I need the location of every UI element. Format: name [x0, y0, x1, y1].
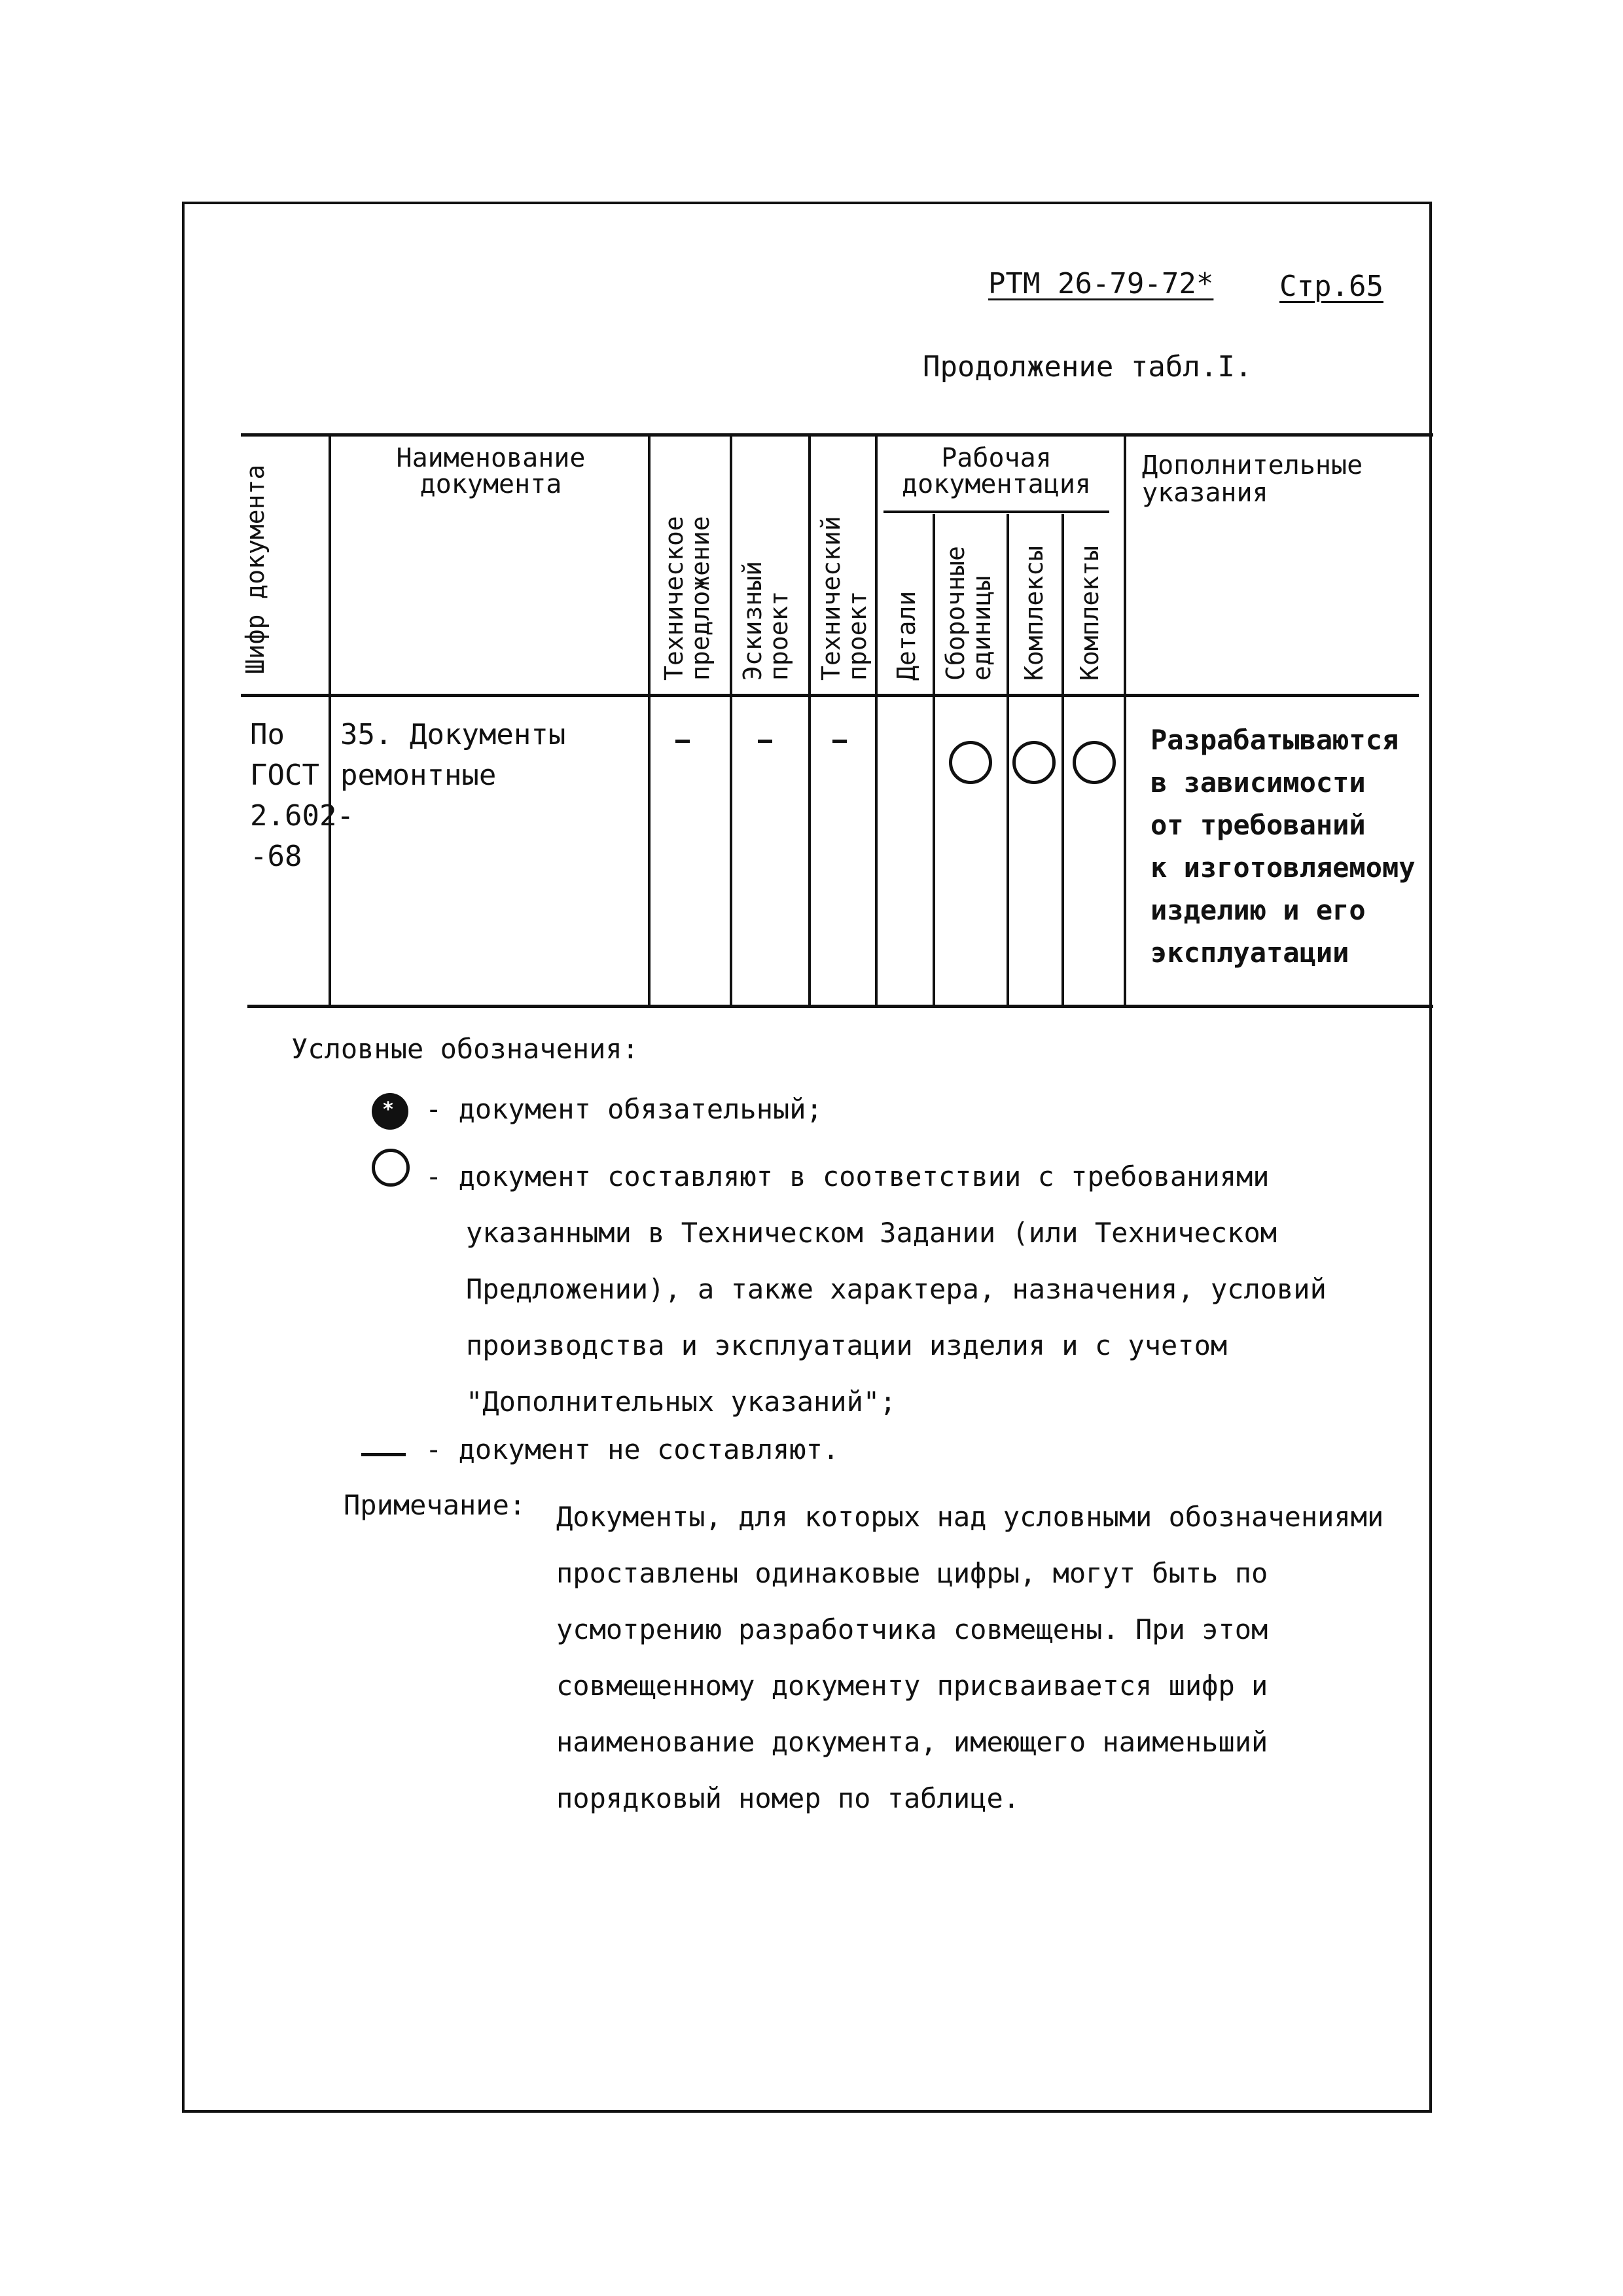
header-complexes: Комплексы [1020, 546, 1048, 681]
header-assembly-units: Сборочные единицы [941, 546, 996, 681]
header-details: Детали [892, 590, 921, 681]
note-text: Документы, для которых над условными обозначениями проставлены одинаковые цифры, могут быть по усмотрению разработчика совмещены. При этом совмещенному документу присваивается шифр и наименование документа, имеющего наименьший порядковый номер по таблице. [556, 1501, 1384, 1814]
long-dash-icon [361, 1453, 406, 1456]
row-code: По ГОСТ 2.602- -68 [250, 718, 354, 873]
row-name: 35. Документы ремонтные [340, 718, 566, 792]
page-number: Стр.65 [1279, 270, 1383, 303]
note-label: Примечание: [344, 1489, 526, 1521]
table-continuation: Продолжение табл.I. [923, 350, 1253, 384]
header-working-docs: Рабочая документация [902, 443, 1091, 499]
header-code: Шифр документа [241, 464, 270, 674]
header-draft-project: Эскизный проект [738, 560, 793, 681]
dash-draft-project [758, 740, 772, 743]
legend-optional: - документ составляют в соответствии с требованиями указанными в Техническом Задании (или Техническом Предложении), а также характера, назначения, условий производства и эксплуатации изделия и с учетом "Дополнительных указаний"; [425, 1160, 1327, 1418]
legend-not-made: - документ не составляют. [425, 1433, 840, 1465]
dash-tech-project [832, 740, 847, 743]
row-additional: Разрабатываются в зависимости от требований к изготовляемому изделию и его эксплуатации [1150, 724, 1416, 969]
legend-title: Условные обозначения: [291, 1033, 639, 1065]
header-additional: Дополнительные указания [1142, 450, 1363, 508]
filled-circle-icon: * [372, 1093, 408, 1130]
header-tech-project: Технический проект [817, 516, 872, 681]
circle-assembly-units [949, 741, 992, 784]
header-tech-proposal: Техническое предложение [660, 516, 715, 681]
legend-mandatory: - документ обязательный; [425, 1093, 823, 1125]
dash-tech-proposal [675, 740, 690, 743]
header-kits: Комплекты [1075, 546, 1104, 681]
empty-circle-icon [372, 1149, 410, 1187]
header-name: Наименование документа [396, 443, 586, 499]
circle-kits [1073, 741, 1116, 784]
circle-complexes [1012, 741, 1056, 784]
document-code: РТМ 26-79-72* [988, 267, 1214, 300]
